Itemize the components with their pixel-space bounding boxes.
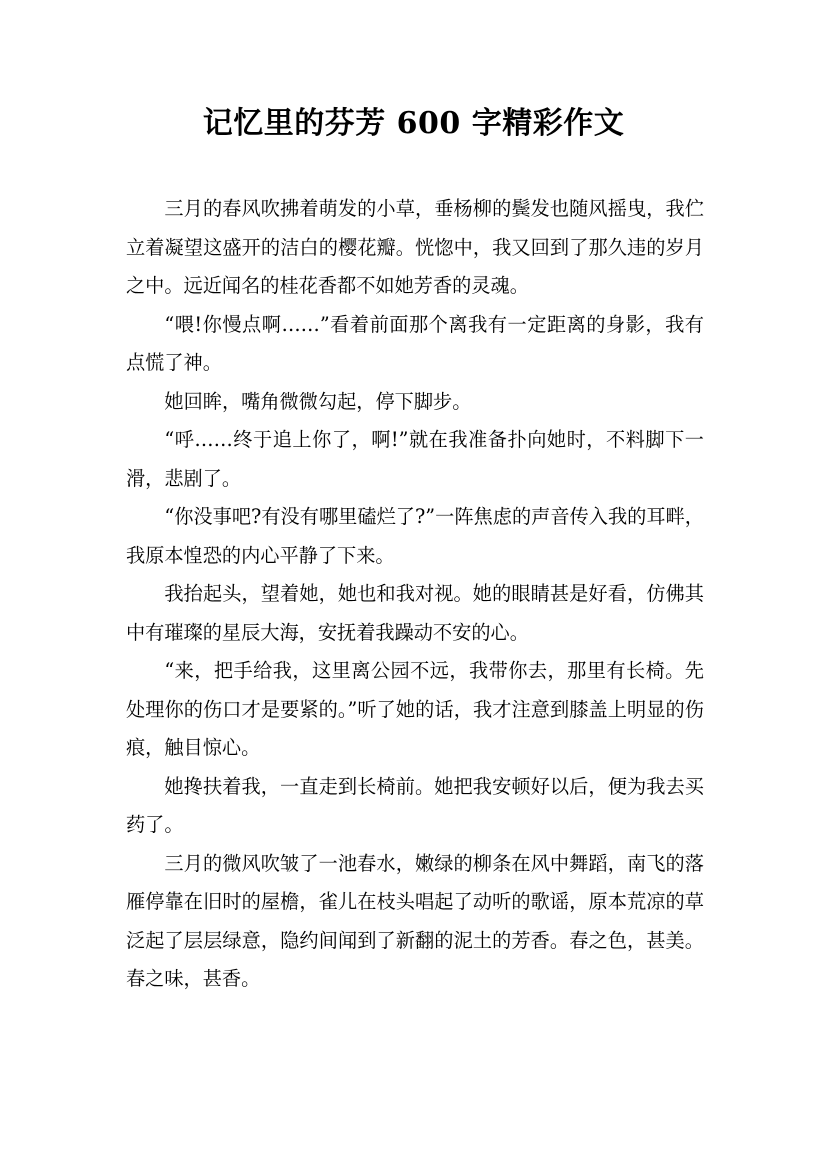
paragraph: “来，把手给我，这里离公园不远，我带你去，那里有长椅。先处理你的伤口才是要紧的。”听了她的话，我才注意到膝盖上明显的伤痕，触目惊心。 — [126, 659, 704, 759]
paragraph: 三月的微风吹皱了一池春水，嫩绿的柳条在风中舞蹈，南飞的落雁停靠在旧时的屋檐，雀儿在枝头唱起了动听的歌谣，原本荒凉的草泛起了层层绿意，隐约间闻到了新翻的泥土的芳香。春之色，甚美。春之味，甚香。 — [126, 851, 704, 990]
paragraph: “你没事吧?有没有哪里磕烂了?”一阵焦虑的声音传入我的耳畔，我原本惶恐的内心平静了下来。 — [126, 505, 704, 567]
paragraph: 三月的春风吹拂着萌发的小草，垂杨柳的鬓发也随风摇曳，我伫立着凝望这盛开的洁白的樱花瓣。恍惚中，我又回到了那久违的岁月之中。远近闻名的桂花香都不如她芳香的灵魂。 — [126, 197, 704, 297]
paragraph: “呼……终于追上你了，啊!”就在我准备扑向她时，不料脚下一滑，悲剧了。 — [126, 428, 704, 490]
paragraph: 我抬起头，望着她，她也和我对视。她的眼睛甚是好看，仿佛其中有璀璨的星辰大海，安抚着我躁动不安的心。 — [126, 582, 704, 644]
paragraph: “喂!你慢点啊……”看着前面那个离我有一定距离的身影，我有点慌了神。 — [126, 312, 704, 374]
paragraph: 她搀扶着我，一直走到长椅前。她把我安顿好以后，便为我去买药了。 — [126, 774, 704, 836]
document-title: 记忆里的芬芳 600 字精彩作文 — [202, 106, 625, 141]
document-body — [126, 190, 704, 999]
paragraph: 她回眸，嘴角微微勾起，停下脚步。 — [164, 389, 472, 413]
